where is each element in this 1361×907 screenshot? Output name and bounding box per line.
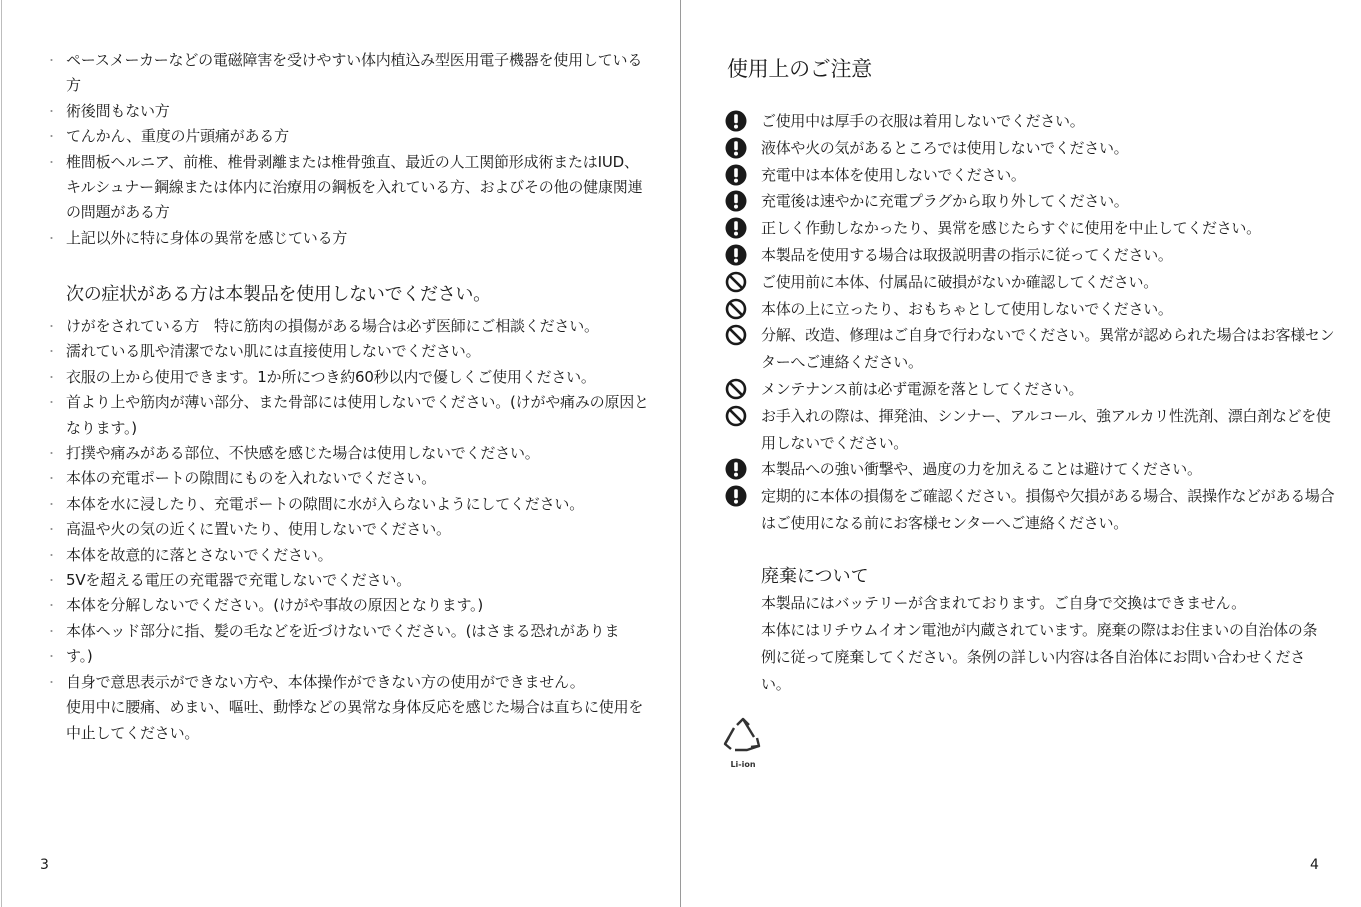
caution-item: 本製品を使用する場合は取扱説明書の指示に従ってください。 <box>725 242 1335 269</box>
list-item: ・ 首より上や筋肉が薄い部分、また骨部には使用しないでください。(けがや痛みの原因となります。) <box>46 393 649 437</box>
disposal-line: 本体にはリチウムイオン電池が内蔵されています。廃棄の際はお住まいの自治体の条例に従って廃棄してください。条例の詳しい内容は各自治体にお問い合わせください。 <box>761 621 1318 693</box>
list-item: ・ 5Vを超える電圧の充電器で充電しないでください。 <box>46 571 412 590</box>
caution-item: 本体の上に立ったり、おもちゃとして使用しないでください。 <box>725 296 1335 323</box>
symptoms-list <box>44 314 649 746</box>
caution-item: 定期的に本体の損傷をご確認ください。損傷や欠損がある場合、誤操作などがある場合はご使用になる前にお客様センターへご連絡ください。 <box>725 483 1335 537</box>
list-item: ・ 上記以外に特に身体の異常を感じている方 <box>46 228 348 247</box>
list-item: ・ 術後間もない方 <box>46 101 170 120</box>
list-item: ・ 打撲や痛みがある部位、不快感を感じた場合は使用しないでください。 <box>46 444 540 463</box>
prohibited-icon <box>725 378 747 400</box>
list-item: ・ 高温や火の気の近くに置いたり、使用しないでください。 <box>46 520 451 539</box>
exclamation-icon <box>725 137 747 159</box>
caution-item: お手入れの際は、揮発油、シンナー、アルコール、強アルカリ性洗剤、漂白剤などを使用しないでください。 <box>725 403 1335 457</box>
list-item-continuation: 使用中に腰痛、めまい、嘔吐、動悸などの異常な身体反応を感じた場合は直ちに使用を中止してください。 <box>66 698 644 742</box>
page-number: 3 <box>40 857 49 873</box>
list-item: ・ す。) <box>46 647 93 666</box>
exclamation-icon <box>725 485 747 507</box>
recycle-label: Li-ion <box>730 760 756 769</box>
caution-item: 本製品への強い衝撃や、過度の力を加えることは避けてください。 <box>725 456 1335 483</box>
caution-item: 分解、改造、修理はご自身で行わないでください。異常が認められた場合はお客様センターへご連絡ください。 <box>725 322 1335 376</box>
page-title: 使用上のご注意 <box>727 57 872 81</box>
caution-item: 正しく作動しなかったり、異常を感じたらすぐに使用を中止してください。 <box>725 215 1335 242</box>
contraindication-list <box>44 48 649 251</box>
caution-list <box>725 108 1335 537</box>
list-item: ・ けがをされている方 特に筋肉の損傷がある場合は必ず医師にご相談ください。 <box>46 317 599 335</box>
disposal-text <box>761 590 1331 698</box>
list-item: ・ 濡れている肌や清潔でない肌には直接使用しないでください。 <box>46 342 481 361</box>
list-item: ・ ペースメーカーなどの電磁障害を受けやすい体内植込み型医用電子機器を使用している方 <box>46 51 643 95</box>
prohibited-icon <box>725 271 747 293</box>
list-item: ・ てんかん、重度の片頭痛がある方 <box>46 127 289 146</box>
caution-item: ご使用中は厚手の衣服は着用しないでください。 <box>725 108 1335 135</box>
exclamation-icon <box>725 458 747 480</box>
caution-item: ご使用前に本体、付属品に破損がないか確認してください。 <box>725 269 1335 296</box>
caution-item: 充電中は本体を使用しないでください。 <box>725 162 1335 189</box>
list-item: ・ 椎間板ヘルニア、前椎、椎骨剥離または椎骨強直、最近の人工関節形成術またはIUD、キルシュナー鋼線または体内に治療用の鋼板を入れている方、およびその他の健康関連の問題がある方 <box>46 152 643 222</box>
list-item: ・ 本体の充電ポートの隙間にものを入れないでください。 <box>46 469 437 488</box>
exclamation-icon <box>725 164 747 186</box>
caution-item: 充電後は速やかに充電プラグから取り外してください。 <box>725 188 1335 215</box>
recycle-symbol-icon <box>721 716 765 772</box>
prohibited-icon <box>725 298 747 320</box>
exclamation-icon <box>725 244 747 266</box>
list-item: ・ 本体を分解しないでください。(けがや事故の原因となります。) <box>46 596 484 615</box>
list-item: ・ 本体ヘッド部分に指、髪の毛などを近づけないでください。(はさまる恐れがありま <box>46 621 620 640</box>
exclamation-icon <box>725 110 747 132</box>
exclamation-icon <box>725 190 747 212</box>
right-page <box>681 0 1361 907</box>
list-item: ・ 本体を故意的に落とさないでください。 <box>46 545 333 564</box>
disposal-line: 本製品にはバッテリーが含まれております。ご自身で交換はできません。 <box>761 594 1246 612</box>
caution-item: メンテナンス前は必ず電源を落としてください。 <box>725 376 1335 403</box>
recycle-li-ion-icon <box>721 716 765 772</box>
list-item: ・ 本体を水に浸したり、充電ポートの隙間に水が入らないようにしてください。 <box>46 494 585 513</box>
caution-item: 液体や火の気があるところでは使用しないでください。 <box>725 135 1335 162</box>
disposal-heading: 廃棄について <box>761 566 869 587</box>
symptoms-heading: 次の症状がある方は本製品を使用しないでください。 <box>66 284 491 305</box>
exclamation-icon <box>725 217 747 239</box>
prohibited-icon <box>725 405 747 427</box>
prohibited-icon <box>725 324 747 346</box>
page-number: 4 <box>1310 857 1319 873</box>
list-item: ・ 自身で意思表示ができない方や、本体操作ができない方の使用ができません。 <box>46 672 585 691</box>
list-item: ・ 衣服の上から使用できます。1か所につき約60秒以内で優しくご使用ください。 <box>46 367 596 386</box>
left-page <box>0 0 680 907</box>
